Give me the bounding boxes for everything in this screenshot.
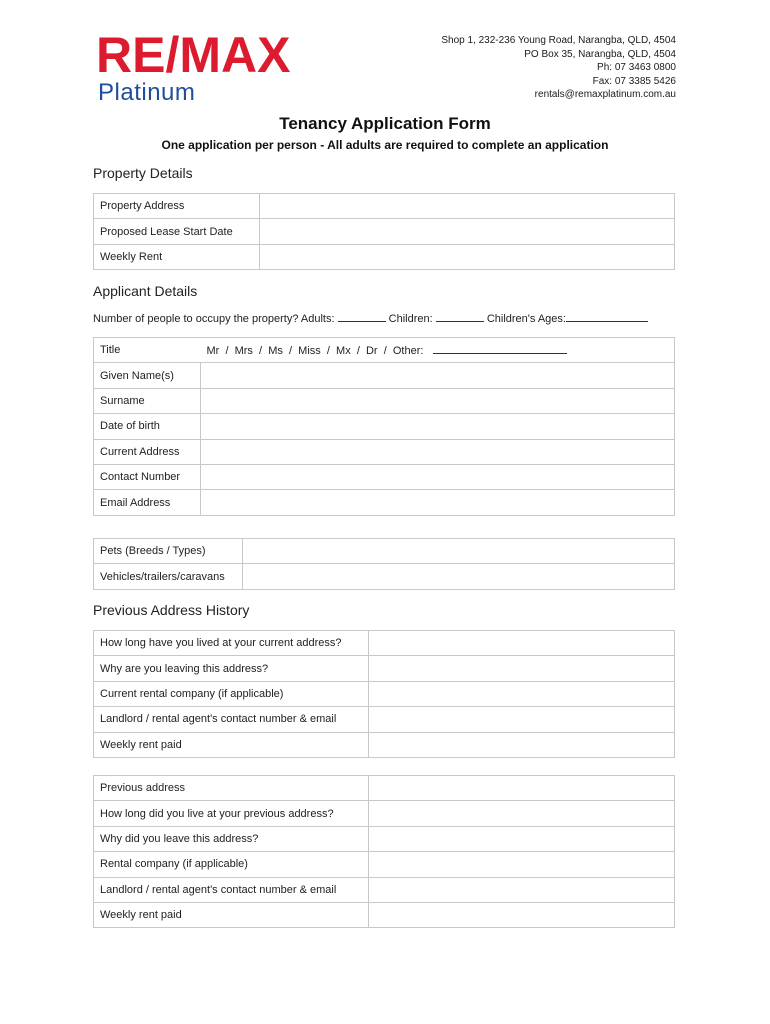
contact-block xyxy=(441,34,676,102)
children-ages-blank[interactable] xyxy=(566,311,648,322)
contact-po-box: PO Box 35, Narangba, QLD, 4504 xyxy=(524,48,676,60)
children-blank[interactable] xyxy=(436,311,484,322)
field-label: Why are you leaving this address? xyxy=(94,656,369,681)
previous-address-heading: Previous Address History xyxy=(93,602,250,618)
field-input[interactable] xyxy=(201,414,675,439)
field-input[interactable] xyxy=(369,707,675,732)
field-input[interactable] xyxy=(369,776,675,801)
field-label: Given Name(s) xyxy=(94,363,201,388)
title-other-blank[interactable] xyxy=(433,343,567,354)
table-row xyxy=(94,852,675,877)
field-label: Property Address xyxy=(94,194,260,219)
applicant-details-table xyxy=(93,337,675,516)
field-input[interactable] xyxy=(369,852,675,877)
form-title: Tenancy Application Form xyxy=(279,114,491,133)
pets-vehicles-table xyxy=(93,538,675,590)
logo-sub-text: Platinum xyxy=(98,79,196,106)
table-row xyxy=(94,732,675,757)
title-label: Title xyxy=(94,338,201,363)
field-input[interactable] xyxy=(243,564,675,589)
field-input[interactable] xyxy=(201,439,675,464)
contact-fax: Fax: 07 3385 5426 xyxy=(592,75,676,87)
field-input[interactable] xyxy=(369,681,675,706)
field-label: Landlord / rental agent's contact number & email xyxy=(94,707,369,732)
occupants-children-label: Children: xyxy=(388,313,433,325)
field-input[interactable] xyxy=(201,464,675,489)
field-label: Contact Number xyxy=(94,464,201,489)
table-row xyxy=(94,219,675,244)
field-input[interactable] xyxy=(260,194,675,219)
contact-phone: Ph: 07 3463 0800 xyxy=(597,62,676,74)
field-input[interactable] xyxy=(369,877,675,902)
table-row xyxy=(94,631,675,656)
field-label: Surname xyxy=(94,388,201,413)
contact-email: rentals@remaxplatinum.com.au xyxy=(534,89,676,101)
table-row xyxy=(94,388,675,413)
table-row xyxy=(94,801,675,826)
field-label: Email Address xyxy=(94,490,201,515)
table-row xyxy=(94,564,675,589)
table-row xyxy=(94,194,675,219)
form-subtitle: One application per person - All adults are required to complete an application xyxy=(161,138,609,152)
field-input[interactable] xyxy=(369,631,675,656)
field-input[interactable] xyxy=(243,539,675,564)
field-input[interactable] xyxy=(260,219,675,244)
adults-blank[interactable] xyxy=(338,311,386,322)
table-row xyxy=(94,902,675,927)
applicant-details-heading: Applicant Details xyxy=(93,283,198,299)
field-input[interactable] xyxy=(260,244,675,269)
table-row xyxy=(94,877,675,902)
previous-address-history-table xyxy=(93,775,675,928)
field-label: Rental company (if applicable) xyxy=(94,852,369,877)
table-row xyxy=(94,414,675,439)
table-row xyxy=(94,338,675,363)
table-row xyxy=(94,490,675,515)
title-options-cell[interactable] xyxy=(201,338,675,363)
field-label: Weekly Rent xyxy=(94,244,260,269)
table-row xyxy=(94,539,675,564)
field-input[interactable] xyxy=(201,490,675,515)
table-row xyxy=(94,244,675,269)
title-options: Mr / Mrs / Ms / Miss / Mx / Dr / Other: xyxy=(206,345,424,358)
property-details-table xyxy=(93,193,675,270)
field-label: Pets (Breeds / Types) xyxy=(94,539,243,564)
field-input[interactable] xyxy=(201,388,675,413)
property-details-heading: Property Details xyxy=(93,165,193,181)
current-address-history-table xyxy=(93,630,675,758)
field-input[interactable] xyxy=(369,656,675,681)
occupants-line xyxy=(93,311,648,325)
occupants-adults-label: Number of people to occupy the property? Adults: xyxy=(93,313,335,325)
field-input[interactable] xyxy=(369,826,675,851)
field-input[interactable] xyxy=(369,801,675,826)
occupants-ages-label: Children's Ages: xyxy=(486,313,566,325)
table-row xyxy=(94,464,675,489)
field-input[interactable] xyxy=(201,363,675,388)
field-label: How long did you live at your previous address? xyxy=(94,801,369,826)
field-label: Current rental company (if applicable) xyxy=(94,681,369,706)
field-input[interactable] xyxy=(369,902,675,927)
field-label: Why did you leave this address? xyxy=(94,826,369,851)
field-label: Previous address xyxy=(94,776,369,801)
field-label: Vehicles/trailers/caravans xyxy=(94,564,243,589)
table-row xyxy=(94,776,675,801)
field-label: Weekly rent paid xyxy=(94,902,369,927)
remax-logo xyxy=(96,27,326,106)
contact-address: Shop 1, 232-236 Young Road, Narangba, QLD, 4504 xyxy=(441,35,676,46)
field-label: Proposed Lease Start Date xyxy=(94,219,260,244)
field-label: Date of birth xyxy=(94,414,201,439)
field-label: How long have you lived at your current address? xyxy=(94,631,369,656)
field-input[interactable] xyxy=(369,732,675,757)
table-row xyxy=(94,826,675,851)
table-row xyxy=(94,707,675,732)
table-row xyxy=(94,681,675,706)
table-row xyxy=(94,363,675,388)
table-row xyxy=(94,439,675,464)
field-label: Landlord / rental agent's contact number & email xyxy=(94,877,369,902)
field-label: Current Address xyxy=(94,439,201,464)
field-label: Weekly rent paid xyxy=(94,732,369,757)
table-row xyxy=(94,656,675,681)
logo-main-text: RE/MAX xyxy=(96,27,291,83)
